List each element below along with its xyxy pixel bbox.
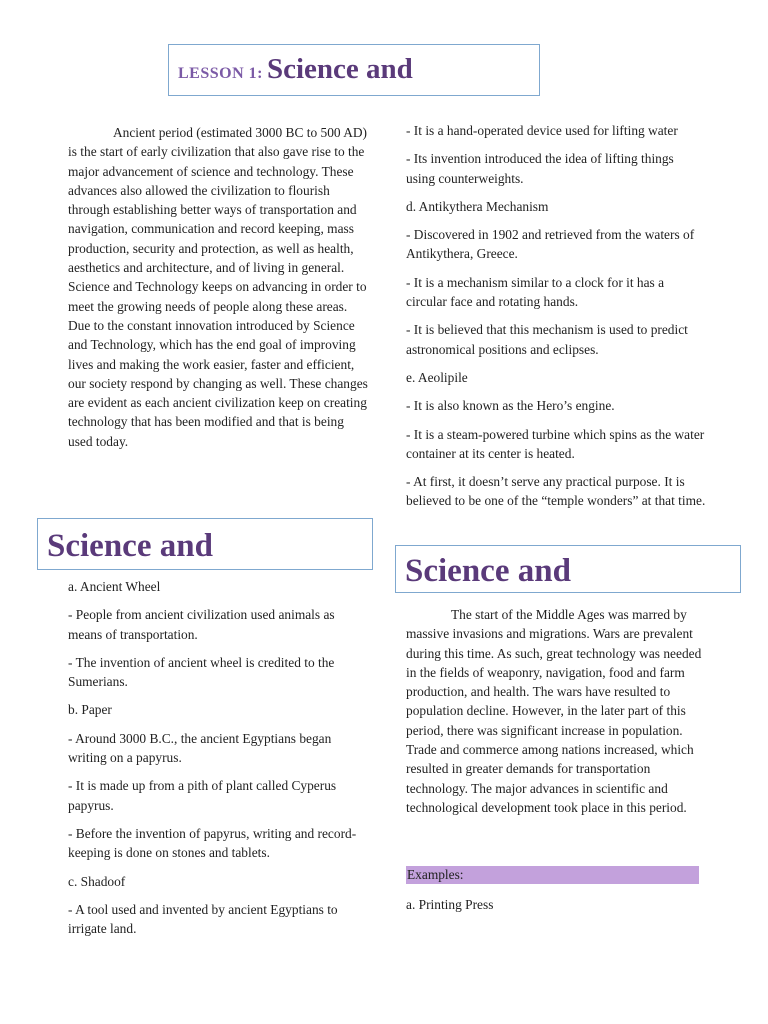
list-item: - It is made up from a pith of plant called Cyperus papyrus. [68, 778, 337, 813]
list-item: - Around 3000 B.C., the ancient Egyptians began writing on a papyrus. [68, 730, 332, 766]
list-item: - It is a steam-powered turbine which spins as the water container at its center is heated. [406, 426, 705, 461]
right-items-list [406, 121, 706, 520]
list-item: - It is believed that this mechanism is used to predict astronomical positions and eclipses. [406, 322, 688, 357]
list-item: - It is also known as the Hero’s engine. [406, 398, 615, 414]
intro-paragraph: Ancient period (estimated 3000 BC to 500 AD) is the start of early civilization that also gave rise to the major advancement of science and technology. These advances also allowed the civilization to flourish through establishing better ways of transportation and navigation, communication and record keeping, mass production, security and protection, as well as health, aesthetics and architecture, and of living in general. Science and Technology keeps on advancing in order to meet the growing needs of people along these areas. Due to the constant innovation introduced by Science and Technology, which has the end goal of improving lives and making the work easier, faster and efficient, our society respond by changing as well. These changes are evident as each ancient civilization keep on creating technology that has been modified and that is being used today. [68, 125, 368, 449]
list-item: b. Paper [68, 702, 112, 718]
list-item: - A tool used and invented by ancient Egyptians to irrigate land. [68, 901, 338, 937]
list-item: a. Printing Press [406, 897, 494, 912]
list-item: - Its invention introduced the idea of lifting things using counterweights. [406, 151, 674, 186]
list-item: - It is a mechanism similar to a clock for it has a circular face and rotating hands. [406, 274, 665, 310]
ancient-section-title: Science and [47, 528, 213, 564]
list-item: d. Antikythera Mechanism [406, 198, 549, 214]
list-item: - Discovered in 1902 and retrieved from the waters of Antikythera, Greece. [406, 227, 695, 262]
middle-paragraph: The start of the Middle Ages was marred by massive invasions and migrations. Wars are prevalent during this time. As such, great technology was needed in the fields of weaponry, navigation, food and farm production, and health. The wars have resulted to population decline. However, in the later part of this period, there was significant increase in population. Trade and commerce among nations increased, which resulted in greater demands for transportation technology. The major advances in scientific and technological development took place in this period. [406, 607, 702, 815]
list-item: - The invention of ancient wheel is credited to the Sumerians. [68, 654, 335, 690]
list-item: a. Ancient Wheel [68, 579, 161, 594]
intro-section [68, 123, 370, 451]
middle-section-header [395, 545, 741, 593]
lesson-header [168, 44, 540, 96]
examples-label: Examples: [406, 866, 699, 884]
list-item: e. Aeolipile [406, 369, 468, 385]
middle-items-list [406, 895, 706, 923]
list-item: c. Shadoof [68, 873, 126, 889]
list-item: - Before the invention of papyrus, writing and record-keeping is done on stones and tablets. [68, 825, 357, 861]
ancient-items-list [68, 577, 370, 947]
list-item: - It is a hand-operated device used for lifting water [406, 123, 678, 138]
list-item: - At first, it doesn’t serve any practical purpose. It is believed to be one of the “temple wonders” at that time. [406, 474, 706, 509]
middle-section-title: Science and [405, 553, 571, 589]
lesson-title: Science and [266, 53, 413, 85]
list-item: - People from ancient civilization used animals as means of transportation. [68, 607, 335, 642]
ancient-section-header [37, 518, 373, 570]
lesson-prefix: LESSON 1: [178, 65, 263, 82]
middle-section [406, 605, 706, 817]
